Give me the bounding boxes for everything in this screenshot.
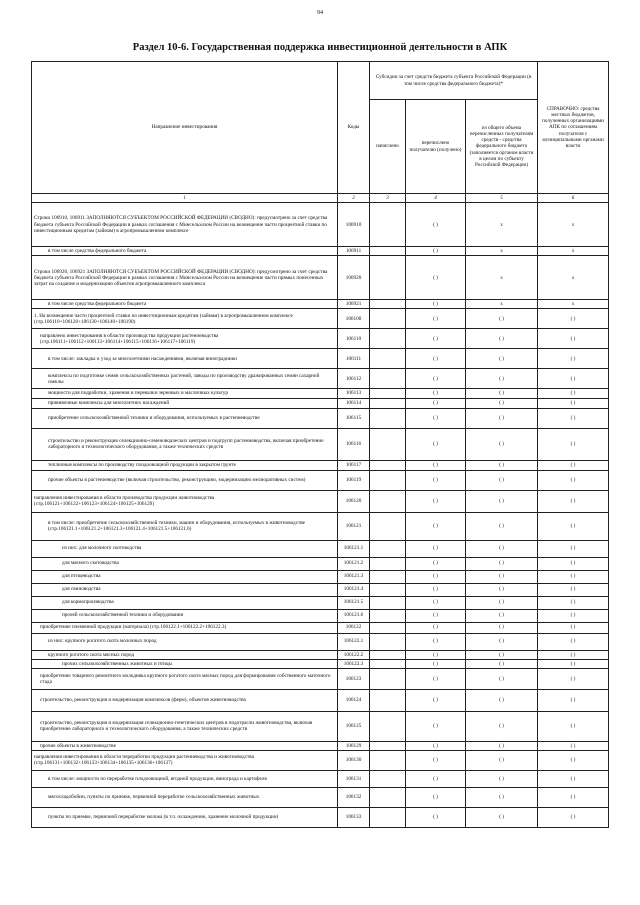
table-row [32, 460, 609, 470]
row-code: 106133 [338, 807, 370, 827]
cell-c4[interactable]: ( ) [406, 460, 466, 470]
table-row [32, 247, 609, 256]
cell-accrued[interactable] [370, 256, 406, 300]
cell-c6[interactable]: ( ) [538, 570, 609, 583]
cell-c4[interactable]: ( ) [406, 807, 466, 827]
row-direction-text: для мясного скотоводства [32, 557, 338, 570]
cell-accrued[interactable] [370, 741, 406, 750]
cell-accrued[interactable] [370, 750, 406, 770]
table-row [32, 750, 609, 770]
cell-c4[interactable]: ( ) [406, 470, 466, 490]
cell-c5[interactable]: ( ) [466, 408, 538, 428]
row-direction-text: прочей сельскохозяйственной техники и оборудования [32, 609, 338, 622]
cell-c4[interactable]: ( ) [406, 369, 466, 389]
cell-c5[interactable]: ( ) [466, 460, 538, 470]
header-subsidies: Субсидии за счет средств бюджета субъекта Российской Федерации (в том числе средства федерального бюджета)* [370, 62, 538, 100]
cell-c5[interactable]: ( ) [466, 309, 538, 329]
row-direction-text: комплексы по подготовке семян сельскохозяйственных растений, заводы по производству дражированных семян сахарной свеклы [32, 369, 338, 389]
row-code: 106131 [338, 770, 370, 787]
row-direction-text: для кормопроизводства [32, 596, 338, 609]
row-direction-text: мясохладобойни, пункты по приемке, первичной переработке сельскохозяйственных животных [32, 787, 338, 807]
row-direction-text: мощности для подработки, хранения и перевалки зерновых и масличных культур [32, 389, 338, 398]
cell-c4[interactable]: ( ) [406, 741, 466, 750]
cell-c4[interactable]: ( ) [406, 633, 466, 650]
cell-c5[interactable]: ( ) [466, 711, 538, 741]
cell-c6[interactable]: ( ) [538, 609, 609, 622]
row-code: 106120 [338, 490, 370, 512]
row-code: 106119 [338, 470, 370, 490]
table-row [32, 349, 609, 369]
cell-c6[interactable]: ( ) [538, 668, 609, 689]
cell-c6[interactable]: ( ) [538, 711, 609, 741]
row-code: 106110 [338, 329, 370, 349]
row-direction-text: направления инвестирования в области производства продукции животноводства (стр.106121+106122+106123+106124+106125+106129) [32, 490, 338, 512]
cell-c5[interactable]: ( ) [466, 583, 538, 596]
row-code: 106121.2 [338, 557, 370, 570]
cell-accrued[interactable] [370, 470, 406, 490]
column-number: 5 [466, 194, 538, 203]
cell-c4[interactable]: ( ) [406, 389, 466, 398]
cell-c4[interactable]: ( ) [406, 622, 466, 633]
row-direction-text: в том числе: приобретение сельскохозяйственной техники, машин и оборудования, используемых в животноводстве (стр.106121.1+106121.2+106121.3+106121.4+106121.5+106121.6) [32, 512, 338, 540]
table-row [32, 770, 609, 787]
cell-c4[interactable]: ( ) [406, 689, 466, 711]
row-code: 106125 [338, 711, 370, 741]
cell-accrued[interactable] [370, 349, 406, 369]
cell-c4[interactable]: ( ) [406, 309, 466, 329]
row-direction-text: приобретение племенной продукции (материала) (стр.106122.1+106122.2+106122.3) [32, 622, 338, 633]
cell-c5[interactable]: ( ) [466, 596, 538, 609]
cell-c4[interactable]: ( ) [406, 650, 466, 659]
table-row [32, 490, 609, 512]
cell-c4[interactable]: ( ) [406, 668, 466, 689]
cell-c4[interactable]: ( ) [406, 787, 466, 807]
cell-accrued[interactable] [370, 512, 406, 540]
table-row [32, 787, 609, 807]
cell-c5[interactable]: ( ) [466, 622, 538, 633]
row-direction-text: направлено инвестирования в области производства продукции растениеводства (стр.106111+106112+106113+106114+106115+106116+106117+106119) [32, 329, 338, 349]
section-title: Раздел 10-6. Государственная поддержка инвестиционной деятельности в АПК [132, 42, 508, 53]
cell-c5[interactable]: ( ) [466, 349, 538, 369]
row-direction-text: приобретение сельскохозяйственной техники и оборудования, используемых в растениеводстве [32, 408, 338, 428]
cell-accrued[interactable] [370, 329, 406, 349]
cell-c6[interactable]: ( ) [538, 622, 609, 633]
cell-accrued[interactable] [370, 787, 406, 807]
cell-accrued[interactable] [370, 300, 406, 309]
table-row [32, 557, 609, 570]
cell-c4[interactable]: ( ) [406, 247, 466, 256]
row-direction-text: в том числе: мощности по переработке плодоовощной, ягодной продукции, винограда и картофеля [32, 770, 338, 787]
cell-c5[interactable]: ( ) [466, 540, 538, 557]
row-code: 106121.1 [338, 540, 370, 557]
cell-c5[interactable]: ( ) [466, 329, 538, 349]
row-code: 106117 [338, 460, 370, 470]
cell-accrued[interactable] [370, 633, 406, 650]
cell-c6[interactable]: ( ) [538, 490, 609, 512]
row-code: 106121.5 [338, 596, 370, 609]
cell-c5[interactable]: ( ) [466, 389, 538, 398]
header-code: Коды [338, 62, 370, 194]
cell-c5[interactable]: х [466, 256, 538, 300]
cell-c4[interactable]: ( ) [406, 557, 466, 570]
cell-c6[interactable]: ( ) [538, 659, 609, 668]
cell-c6[interactable]: ( ) [538, 807, 609, 827]
table-row [32, 633, 609, 650]
table-row [32, 609, 609, 622]
cell-c4[interactable]: ( ) [406, 398, 466, 408]
row-code: 106910 [338, 203, 370, 247]
row-code: 106121.3 [338, 570, 370, 583]
investment-support-table [31, 61, 609, 828]
row-direction-text: приобретение товарного ремонтного молодняка крупного рогатого скота мясных пород для формирования собственного маточного стада [32, 668, 338, 689]
table-row [32, 512, 609, 540]
cell-c5[interactable]: ( ) [466, 369, 538, 389]
row-code: 106112 [338, 369, 370, 389]
cell-c6[interactable]: ( ) [538, 583, 609, 596]
cell-c5[interactable]: ( ) [466, 689, 538, 711]
cell-c5[interactable]: ( ) [466, 659, 538, 668]
cell-accrued[interactable] [370, 807, 406, 827]
cell-c4[interactable]: ( ) [406, 583, 466, 596]
cell-c5[interactable]: ( ) [466, 807, 538, 827]
row-code: 106111 [338, 349, 370, 369]
cell-accrued[interactable] [370, 398, 406, 408]
table-row [32, 689, 609, 711]
row-direction-text: из них: для молочного скотоводства [32, 540, 338, 557]
table-row [32, 470, 609, 490]
table-row [32, 398, 609, 408]
table-row [32, 540, 609, 557]
row-direction-text: тепличные комплексы по производству плодоовощной продукции в закрытом грунте [32, 460, 338, 470]
cell-c6[interactable]: ( ) [538, 557, 609, 570]
row-direction-text: из них: крупного рогатого скота молочных пород [32, 633, 338, 650]
cell-c6[interactable]: ( ) [538, 329, 609, 349]
cell-c5[interactable]: ( ) [466, 512, 538, 540]
cell-c6[interactable]: ( ) [538, 470, 609, 490]
row-code: 106122.3 [338, 659, 370, 668]
cell-c6[interactable]: х [538, 203, 609, 247]
cell-c5[interactable]: ( ) [466, 787, 538, 807]
row-code: 106920 [338, 256, 370, 300]
row-code: 106116 [338, 428, 370, 460]
cell-accrued[interactable] [370, 596, 406, 609]
cell-c6[interactable]: ( ) [538, 787, 609, 807]
cell-c4[interactable]: ( ) [406, 596, 466, 609]
table-row [32, 668, 609, 689]
table-row [32, 203, 609, 247]
cell-c5[interactable]: ( ) [466, 428, 538, 460]
row-code: 106129 [338, 741, 370, 750]
cell-c6[interactable]: х [538, 256, 609, 300]
cell-accrued[interactable] [370, 408, 406, 428]
table-row [32, 711, 609, 741]
cell-accrued[interactable] [370, 460, 406, 470]
cell-accrued[interactable] [370, 389, 406, 398]
cell-c4[interactable]: ( ) [406, 711, 466, 741]
cell-accrued[interactable] [370, 622, 406, 633]
cell-accrued[interactable] [370, 650, 406, 659]
cell-accrued[interactable] [370, 770, 406, 787]
cell-c4[interactable]: ( ) [406, 659, 466, 668]
table-row [32, 596, 609, 609]
row-direction-text: прочие объекты в животноводстве [32, 741, 338, 750]
cell-c5[interactable]: х [466, 247, 538, 256]
cell-c4[interactable]: ( ) [406, 490, 466, 512]
table-row [32, 741, 609, 750]
row-direction-text: прививочные комплексы для многолетних насаждений [32, 398, 338, 408]
row-code: 106100 [338, 309, 370, 329]
cell-c5[interactable]: ( ) [466, 633, 538, 650]
cell-c4[interactable]: ( ) [406, 300, 466, 309]
table-row [32, 256, 609, 300]
cell-accrued[interactable] [370, 689, 406, 711]
row-direction-text: Строки 106910, 106911 ЗАПОЛНЯЮТСЯ СУБЪЕКТОМ РОССИЙСКОЙ ФЕДЕРАЦИИ (СВОДНО): предусмотрено за счет средства бюджета субъекта Российской Федерации в рамках соглашения с Минсельхозом России на возмещение части процентной ставки по инвестиционным кредитам (займам) в агропромышленном комплексе [32, 203, 338, 247]
table-row [32, 309, 609, 329]
cell-c6[interactable]: ( ) [538, 633, 609, 650]
row-code: 106122.2 [338, 650, 370, 659]
row-direction-text: в том числе: закладка и уход за многолетними насаждениями, включая виноградники [32, 349, 338, 369]
table-row [32, 650, 609, 659]
cell-accrued[interactable] [370, 583, 406, 596]
cell-c5[interactable]: ( ) [466, 490, 538, 512]
row-code: 106121.6 [338, 609, 370, 622]
column-number: 1 [32, 194, 338, 203]
cell-c6[interactable]: ( ) [538, 689, 609, 711]
row-code: 106124 [338, 689, 370, 711]
cell-c6[interactable]: ( ) [538, 389, 609, 398]
cell-c5[interactable]: ( ) [466, 570, 538, 583]
cell-c6[interactable]: ( ) [538, 460, 609, 470]
cell-c6[interactable]: ( ) [538, 770, 609, 787]
cell-c6[interactable]: ( ) [538, 369, 609, 389]
column-number: 2 [338, 194, 370, 203]
table-row [32, 329, 609, 349]
cell-c5[interactable]: х [466, 300, 538, 309]
cell-c4[interactable]: ( ) [406, 770, 466, 787]
cell-c6[interactable]: х [538, 300, 609, 309]
row-code: 106122.1 [338, 633, 370, 650]
cell-c5[interactable]: ( ) [466, 398, 538, 408]
row-code: 106121.4 [338, 583, 370, 596]
row-code: 106123 [338, 668, 370, 689]
cell-accrued[interactable] [370, 570, 406, 583]
header-accrued: начислено [370, 100, 406, 194]
column-number: 3 [370, 194, 406, 203]
cell-c6[interactable]: ( ) [538, 428, 609, 460]
cell-accrued[interactable] [370, 490, 406, 512]
cell-accrued[interactable] [370, 668, 406, 689]
row-direction-text: в том числе средства федерального бюджета [32, 247, 338, 256]
cell-c6[interactable]: х [538, 247, 609, 256]
header-direction: Направление инвестирования [32, 62, 338, 194]
cell-c6[interactable]: ( ) [538, 398, 609, 408]
cell-c4[interactable]: ( ) [406, 349, 466, 369]
row-code: 106114 [338, 398, 370, 408]
table-row [32, 300, 609, 309]
table-row [32, 807, 609, 827]
row-direction-text: направления инвестирования в области переработки продукции растениеводства и животноводства (стр.106131+106132+106133+106134+106135+106136+106137) [32, 750, 338, 770]
row-direction-text: пункты по приемке, первичной переработке молока (в т.ч. охлаждению, хранение молочной продукции) [32, 807, 338, 827]
cell-c4[interactable]: ( ) [406, 750, 466, 770]
cell-c5[interactable]: х [466, 203, 538, 247]
table-row [32, 389, 609, 398]
cell-c5[interactable]: ( ) [466, 668, 538, 689]
cell-c5[interactable]: ( ) [466, 557, 538, 570]
column-number: 6 [538, 194, 609, 203]
row-direction-text: Строки 106920, 106921 ЗАПОЛНЯЮТСЯ СУБЪЕКТОМ РОССИЙСКОЙ ФЕДЕРАЦИИ (СВОДНО): предусмотрено за счет средства бюджета субъекта Российской Федерации в рамках соглашения с Минсельхозом России на возмещение части прямых понесенных затрат на создание и модернизацию объектов агропромышленного комплекса [32, 256, 338, 300]
table-row [32, 408, 609, 428]
row-direction-text: для птицеводства [32, 570, 338, 583]
row-code: 106130 [338, 750, 370, 770]
row-direction-text: для свиноводства [32, 583, 338, 596]
cell-c6[interactable]: ( ) [538, 512, 609, 540]
cell-c6[interactable]: ( ) [538, 309, 609, 329]
cell-c6[interactable]: ( ) [538, 540, 609, 557]
row-direction-text: крупного рогатого скота мясных пород [32, 650, 338, 659]
cell-c5[interactable]: ( ) [466, 650, 538, 659]
cell-c4[interactable]: ( ) [406, 540, 466, 557]
cell-c6[interactable]: ( ) [538, 408, 609, 428]
table-row [32, 583, 609, 596]
cell-c5[interactable]: ( ) [466, 741, 538, 750]
cell-accrued[interactable] [370, 609, 406, 622]
column-number: 4 [406, 194, 466, 203]
row-code: 106122 [338, 622, 370, 633]
cell-accrued[interactable] [370, 247, 406, 256]
cell-c5[interactable]: ( ) [466, 750, 538, 770]
row-code: 106921 [338, 300, 370, 309]
cell-c4[interactable]: ( ) [406, 512, 466, 540]
cell-accrued[interactable] [370, 309, 406, 329]
cell-c4[interactable]: ( ) [406, 428, 466, 460]
table-row [32, 369, 609, 389]
cell-c6[interactable]: ( ) [538, 596, 609, 609]
row-code: 106132 [338, 787, 370, 807]
cell-c4[interactable]: ( ) [406, 408, 466, 428]
row-code: 106911 [338, 247, 370, 256]
column-numbers-row [32, 194, 609, 203]
row-direction-text: строительство, реконструкция и модернизация селекционно-генетических центров в подотрасли животноводства, включая приобретение лабораторного и технологического оборудования, а также технических средств [32, 711, 338, 741]
cell-accrued[interactable] [370, 428, 406, 460]
header-reference: СПРАВОЧНО: средства местных бюджетов, полученных организациями АПК по соглашениям получателя с муниципальными органами власти [538, 62, 609, 194]
cell-accrued[interactable] [370, 203, 406, 247]
cell-c6[interactable]: ( ) [538, 741, 609, 750]
row-code: 106115 [338, 408, 370, 428]
cell-c6[interactable]: ( ) [538, 750, 609, 770]
row-direction-text: прочих сельскохозяйственных животных и птицы [32, 659, 338, 668]
row-direction-text: строительство и реконструкция селекционно-семеноводческих центров и подгрупп растениеводства, включая приобретение лабораторного и технологического оборудования, а также технических средств [32, 428, 338, 460]
cell-c5[interactable]: ( ) [466, 470, 538, 490]
cell-accrued[interactable] [370, 369, 406, 389]
cell-accrued[interactable] [370, 540, 406, 557]
cell-c4[interactable]: ( ) [406, 570, 466, 583]
cell-c4[interactable]: ( ) [406, 203, 466, 247]
cell-c5[interactable]: ( ) [466, 609, 538, 622]
cell-accrued[interactable] [370, 557, 406, 570]
row-direction-text: в том числе средства федерального бюджета [32, 300, 338, 309]
header-of-total: из общего объема перечисленных получателям средств - средства федерального бюджета (заполняется органом власти в целом по субъекту Российской Федерации) [466, 100, 538, 194]
table-row [32, 428, 609, 460]
header-transferred: перечислено получателю (получено) [406, 100, 466, 194]
row-code: 106113 [338, 389, 370, 398]
cell-accrued[interactable] [370, 711, 406, 741]
row-direction-text: строительство, реконструкция и модернизация комплексов (ферм), объектов животноводства [32, 689, 338, 711]
cell-c6[interactable]: ( ) [538, 349, 609, 369]
table-row [32, 622, 609, 633]
page-number: 94 [317, 10, 323, 16]
row-code: 106121 [338, 512, 370, 540]
table-row [32, 659, 609, 668]
cell-c4[interactable]: ( ) [406, 609, 466, 622]
cell-c5[interactable]: ( ) [466, 770, 538, 787]
cell-accrued[interactable] [370, 659, 406, 668]
table-row [32, 570, 609, 583]
cell-c4[interactable]: ( ) [406, 256, 466, 300]
row-direction-text: прочие объекты в растениеводстве (включая строительство, реконструкцию, модернизацию мелиоративных систем) [32, 470, 338, 490]
cell-c6[interactable]: ( ) [538, 650, 609, 659]
row-direction-text: 1. На возмещение части процентной ставки по инвестиционным кредитам (займам) в агропромышленном комплексе (стр.106110+106120+106130+106140+106190) [32, 309, 338, 329]
cell-c4[interactable]: ( ) [406, 329, 466, 349]
